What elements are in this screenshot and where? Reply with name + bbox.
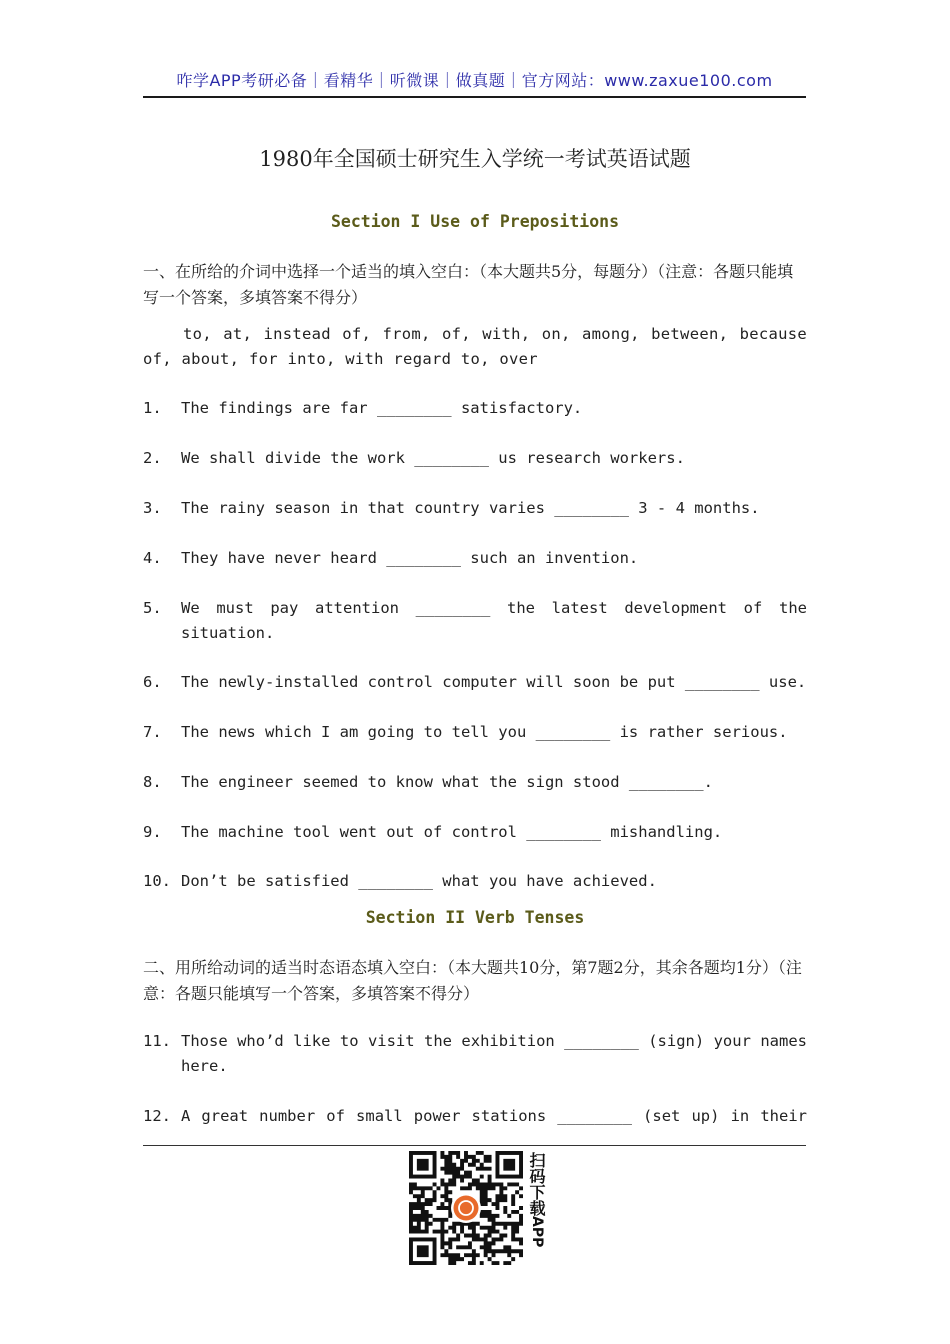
question-number: 8.: [143, 773, 162, 791]
question-number: 3.: [143, 499, 162, 517]
app-text: APP: [529, 1216, 545, 1248]
question-text: The findings are far ________ satisfactory.: [181, 399, 583, 417]
question-11: [143, 1029, 807, 1079]
question-text: Those who’d like to visit the exhibition ________ (sign) your names here.: [181, 1032, 807, 1075]
document-title: 1980年全国硕士研究生入学统一考试英语试题: [259, 147, 691, 171]
scan-download-text: 扫码下载: [527, 1152, 546, 1216]
footer-divider: [143, 1145, 806, 1146]
section-2-instruction: 二、用所给动词的适当时态语态填入空白：（本大题共10分，第7题2分，其余各题均1分）（注意：各题只能填写一个答案，多填答案不得分）: [143, 958, 802, 1003]
question-5: [143, 596, 807, 646]
question-text: The machine tool went out of control ________ mishandling.: [181, 823, 723, 841]
question-number: 11.: [143, 1032, 171, 1050]
question-text: We shall divide the work ________ us research workers.: [181, 449, 685, 467]
section-2-heading: Section II Verb Tenses: [365, 908, 585, 927]
question-text: They have never heard ________ such an invention.: [181, 549, 639, 567]
section-1-instruction: 一、在所给的介词中选择一个适当的填入空白：（本大题共5分，每题分）（注意：各题只能填写一个答案，多填答案不得分）: [143, 262, 794, 307]
word-bank: to, at, instead of, from, of, with, on, among, between, because of, about, for into, with regard to, over: [143, 325, 807, 368]
question-number: 1.: [143, 399, 162, 417]
question-7: [143, 720, 807, 745]
question-number: 9.: [143, 823, 162, 841]
qr-finder-core: [417, 1159, 429, 1171]
qr-finder-core: [417, 1245, 429, 1257]
question-9: [143, 820, 807, 845]
qr-download-label: [527, 1152, 545, 1247]
qr-code-image: [409, 1151, 523, 1265]
question-number: 5.: [143, 599, 162, 617]
question-3: [143, 496, 807, 521]
question-text: The news which I am going to tell you ________ is rather serious.: [181, 723, 788, 741]
question-2: [143, 446, 807, 471]
question-text: The newly-installed control computer will soon be put ________ use.: [181, 673, 807, 691]
header-links: 咋学APP考研必备｜看精华｜听微课｜做真题｜官方网站：www.zaxue100.com: [176, 71, 773, 90]
question-text: Don’t be satisfied ________ what you have achieved.: [181, 872, 657, 890]
qr-finder-core: [503, 1159, 515, 1171]
question-1: [143, 396, 807, 421]
question-8: [143, 770, 807, 795]
question-10: [143, 869, 807, 894]
question-number: 12.: [143, 1107, 171, 1125]
question-text: We must pay attention ________ the latest development of the situation.: [181, 599, 807, 642]
question-number: 7.: [143, 723, 162, 741]
question-number: 6.: [143, 673, 162, 691]
question-text: The rainy season in that country varies ________ 3 - 4 months.: [181, 499, 760, 517]
question-6: [143, 670, 807, 695]
qr-code[interactable]: [409, 1151, 523, 1265]
question-text: The engineer seemed to know what the sign stood ________.: [181, 773, 713, 791]
section-1-heading: Section I Use of Prepositions: [330, 212, 620, 231]
question-4: [143, 546, 807, 571]
question-number: 4.: [143, 549, 162, 567]
app-logo-icon: [454, 1196, 479, 1221]
question-number: 2.: [143, 449, 162, 467]
question-number: 10.: [143, 872, 171, 890]
question-12: [143, 1104, 807, 1129]
page-header: [143, 66, 806, 98]
question-text: A great number of small power stations ________ (set up) in their: [181, 1107, 807, 1125]
